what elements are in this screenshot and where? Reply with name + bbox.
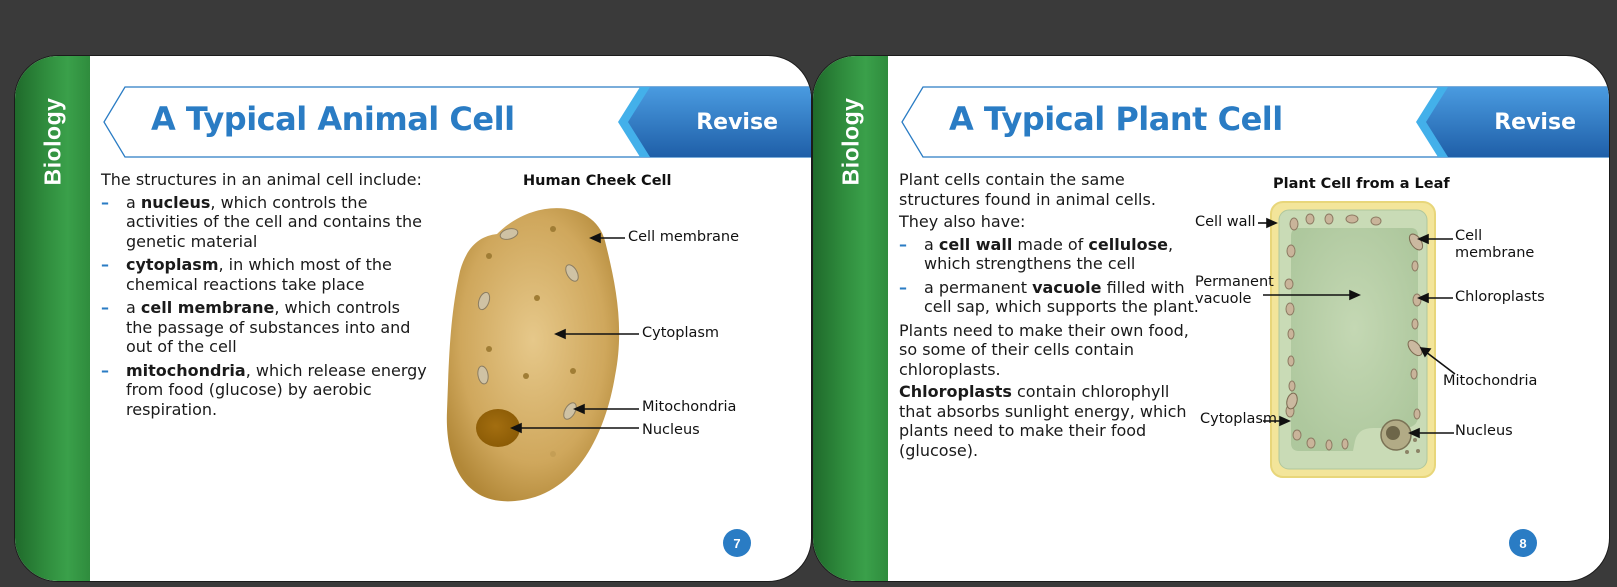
subject-label: Biology — [837, 97, 863, 186]
plant-cell-diagram — [813, 56, 1610, 582]
text-fragment: a — [126, 192, 141, 212]
intro-text-2: They also have: — [899, 212, 1026, 231]
key-term: Chloroplasts — [899, 382, 1012, 401]
key-term: cellulose — [1088, 234, 1168, 254]
page-number-badge: 7 — [723, 529, 751, 557]
text-fragment: a — [126, 298, 141, 317]
figure-title: Human Cheek Cell — [523, 173, 672, 189]
page-number-badge: 8 — [1509, 529, 1537, 557]
key-term: cell wall — [938, 234, 1013, 254]
page-title: A Typical Plant Cell — [949, 100, 1283, 138]
paragraph: Plants need to make their own food, so some of their cells contain chloroplasts. — [899, 320, 1189, 379]
page-7 — [14, 55, 812, 582]
key-term: vacuole — [1032, 277, 1102, 297]
text-fragment: , which release energy from food (glucose) by aerobic respiration. — [126, 360, 427, 419]
label-cell-membrane-line1: Cell — [1455, 228, 1483, 244]
label-cytoplasm: Cytoplasm — [1200, 411, 1278, 427]
text-fragment: , which controls the passage of substances into and out of the cell — [126, 298, 411, 356]
key-term: mitochondria — [126, 360, 246, 380]
label-cell-membrane-line2: membrane — [1455, 245, 1535, 261]
animal-cell-diagram — [15, 56, 812, 582]
text-fragment: , which strengthens the cell — [924, 234, 1174, 273]
key-term: cell membrane — [140, 298, 275, 317]
page-title: A Typical Animal Cell — [151, 100, 515, 138]
subject-label: Biology — [39, 97, 65, 186]
label-mitochondria: Mitochondria — [1443, 373, 1538, 389]
revise-button[interactable]: Revise — [1494, 109, 1576, 135]
dash-bullet-icon: – — [899, 277, 907, 297]
text-fragment: a permanent — [924, 277, 1033, 297]
dash-bullet-icon: – — [899, 234, 907, 254]
label-mitochondria: Mitochondria — [642, 399, 737, 415]
label-chloroplasts: Chloroplasts — [1455, 289, 1545, 305]
intro-text: The structures in an animal cell include: — [101, 170, 422, 189]
intro-text: Plant cells contain the same structures found in animal cells. — [899, 170, 1156, 209]
text-fragment: made of — [1012, 234, 1089, 254]
dash-bullet-icon: – — [101, 360, 109, 380]
text-fragment: , in which most of the chemical reactions take place — [126, 255, 392, 294]
dash-bullet-icon: – — [101, 255, 109, 274]
label-cell-wall: Cell wall — [1195, 214, 1256, 230]
text-fragment: contain chlorophyll that absorbs sunlight energy, which plants need to make their food (glucose). — [899, 382, 1187, 460]
label-nucleus: Nucleus — [642, 422, 700, 438]
label-vacuole-line2: vacuole — [1195, 291, 1252, 307]
text-fragment: a — [924, 234, 939, 254]
label-cell-membrane: Cell membrane — [628, 229, 740, 245]
dash-bullet-icon: – — [101, 192, 109, 212]
label-nucleus: Nucleus — [1455, 423, 1513, 439]
text-fragment: , which controls the activities of the cell and contains the genetic material — [126, 192, 422, 251]
label-vacuole-line1: Permanent — [1195, 274, 1274, 290]
revise-button[interactable]: Revise — [696, 109, 778, 135]
key-term: cytoplasm — [126, 255, 219, 274]
dash-bullet-icon: – — [101, 298, 109, 317]
figure-title: Plant Cell from a Leaf — [1273, 176, 1450, 192]
label-cytoplasm: Cytoplasm — [642, 325, 720, 341]
key-term: nucleus — [140, 192, 211, 212]
text-fragment: filled with cell sap, which supports the plant. — [924, 277, 1199, 316]
page-8 — [812, 55, 1610, 582]
